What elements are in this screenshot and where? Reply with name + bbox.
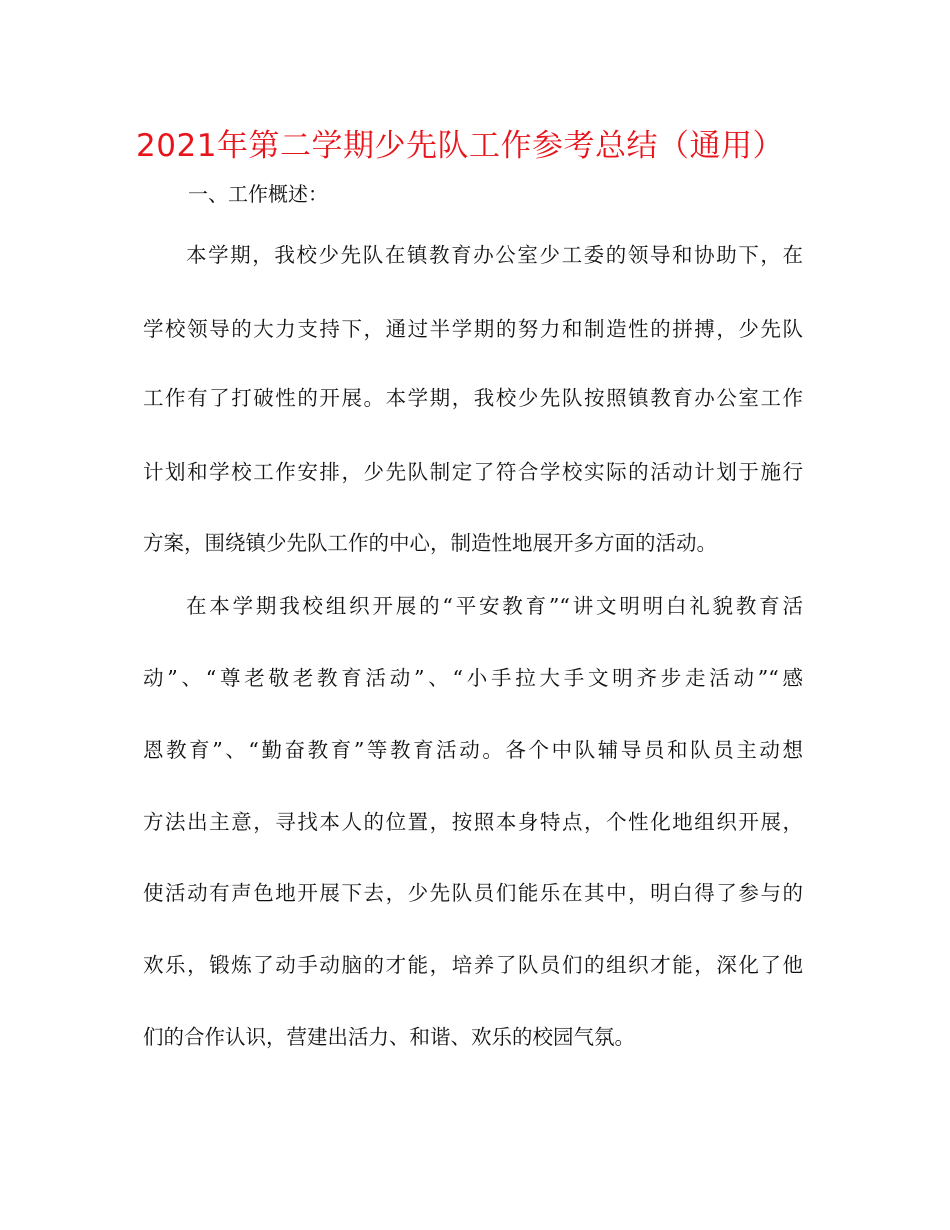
paragraph-line: 动”、“尊老敬老教育活动”、“小手拉大手文明齐步走活动”“感 bbox=[143, 666, 803, 690]
paragraph-line: 使活动有声色地开展下去，少先队员们能乐在其中，明白得了参与的 bbox=[143, 881, 803, 905]
paragraph-line: 计划和学校工作安排，少先队制定了符合学校实际的活动计划于施行 bbox=[143, 460, 803, 484]
paragraph-line: 在本学期我校组织开展的“平安教育”“讲文明明白礼貌教育活 bbox=[186, 594, 803, 618]
paragraph-line: 方法出主意，寻找本人的位置，按照本身特点，个性化地组织开展， bbox=[143, 810, 803, 834]
paragraph-line: 们的合作认识，营建出活力、和谐、欢乐的校园气氛。 bbox=[143, 1025, 635, 1049]
paragraph-line: 恩教育”、“勤奋教育”等教育活动。各个中队辅导员和队员主动想 bbox=[143, 738, 803, 762]
paragraph-line: 工作有了打破性的开展。本学期，我校少先队按照镇教育办公室工作 bbox=[143, 386, 803, 410]
paragraph-line: 方案，围绕镇少先队工作的中心，制造性地展开多方面的活动。 bbox=[143, 531, 717, 555]
paragraph-line: 欢乐，锻炼了动手动脑的才能，培养了队员们的组织才能，深化了他 bbox=[143, 953, 803, 977]
document-title: 2021年第二学期少先队工作参考总结（通用） bbox=[136, 128, 784, 164]
paragraph-line: 本学期，我校少先队在镇教育办公室少工委的领导和协助下，在 bbox=[186, 243, 803, 267]
section-heading: 一、工作概述： bbox=[188, 182, 328, 206]
paragraph-line: 学校领导的大力支持下，通过半学期的努力和制造性的拼搏，少先队 bbox=[143, 317, 803, 341]
